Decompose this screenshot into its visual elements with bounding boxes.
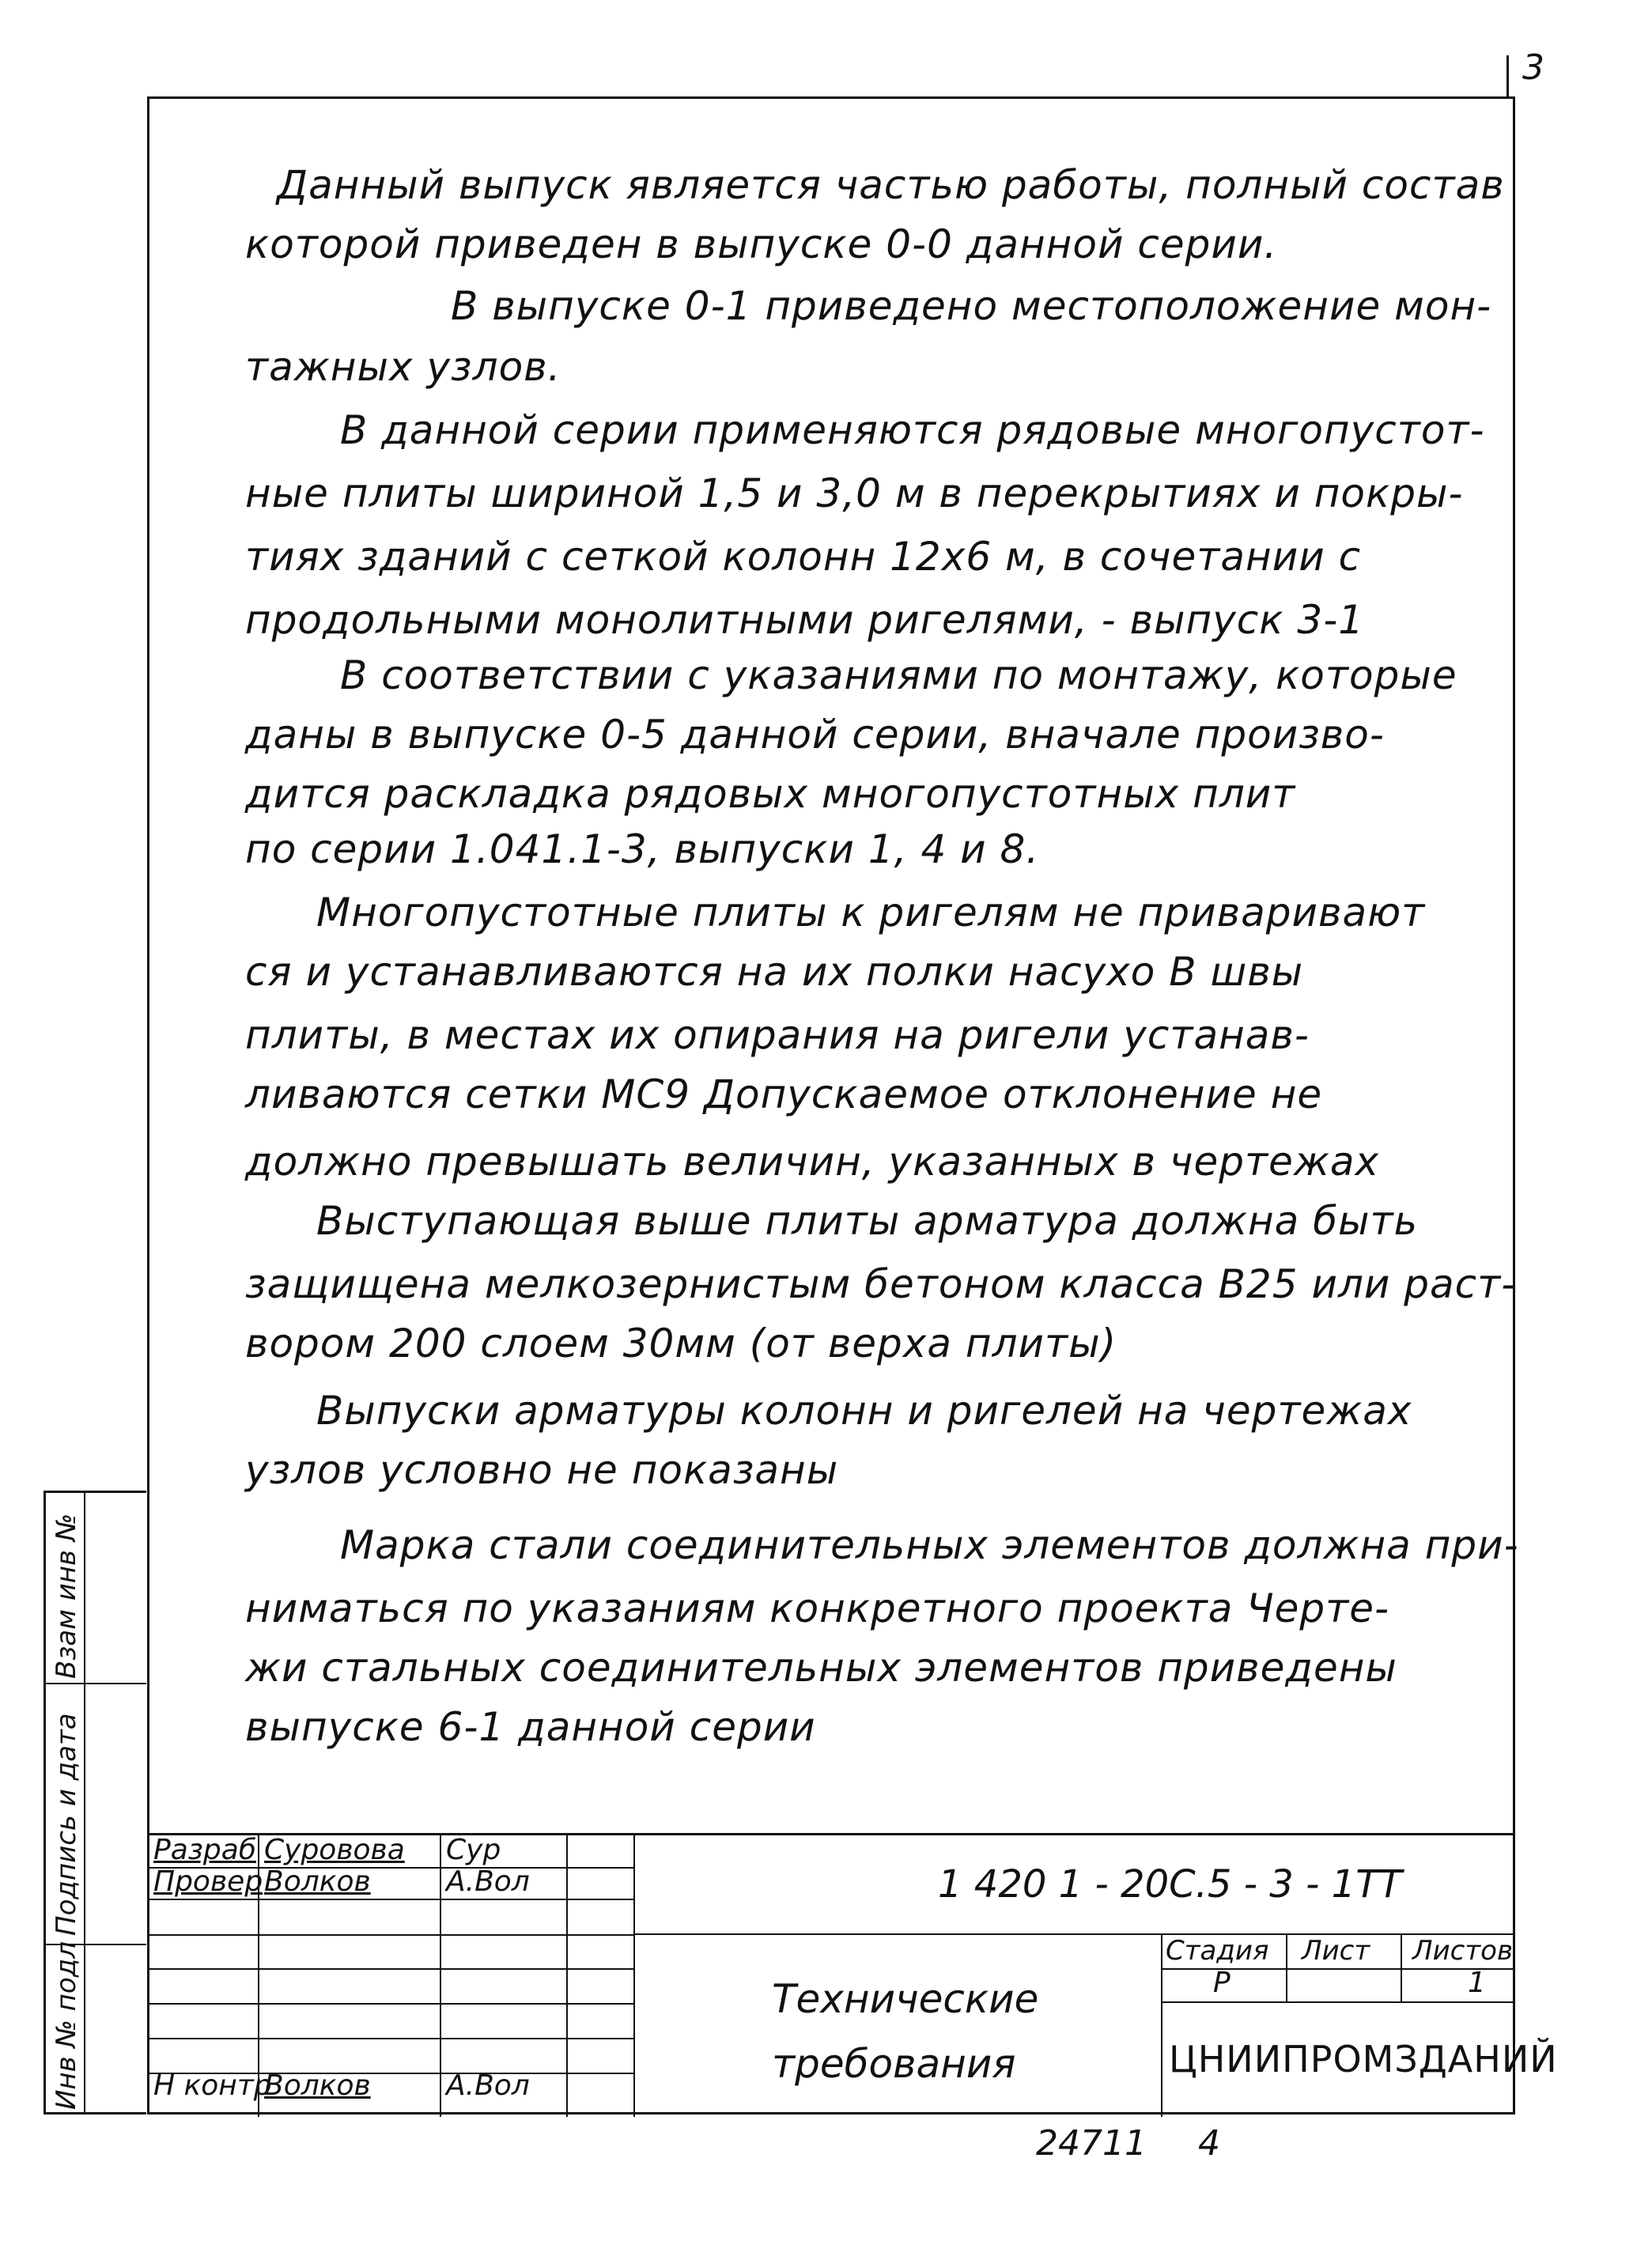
text-line: Выступающая выше плиты арматура должна быть [316,1198,1419,1244]
sheet-label: Лист [1302,1935,1370,1967]
tb-grid-line [1161,1933,1162,2117]
text-line: Выпуски арматуры колонн и ригелей на чертежах [316,1388,1412,1434]
strip-divider [84,1493,85,2112]
text-line: жи стальных соединительных элементов приведены [245,1645,1397,1691]
tb-grid-line [147,1934,633,1936]
role-checker: Провер [153,1865,263,1898]
tb-grid-line [440,1835,441,2117]
sheets-value: 1 [1468,1967,1486,1999]
tb-grid-line [566,1835,568,2117]
sheets-label: Листов [1412,1935,1514,1967]
strip-row-divider [46,1683,146,1684]
tb-grid-line [147,1899,633,1900]
tb-grid-line [1161,2001,1515,2003]
text-line: ниматься по указаниям конкретного проекта Черте- [245,1585,1389,1631]
document-code: 1 420 1 - 20С.5 - 3 - 1ТТ [938,1862,1402,1907]
text-line: плиты, в местах их опирания на ригели устанав- [245,1012,1310,1058]
tb-grid-line [147,2003,633,2005]
document-title-line-2: требования [772,2041,1016,2087]
text-line: Данный выпуск является частью работы, полный состав [277,162,1505,208]
text-line: тиях зданий с сеткой колонн 12х6 м, в сочетании с [245,534,1362,580]
signature-developer: Сур [446,1834,501,1866]
archive-number: 24711 [1036,2123,1147,2164]
tb-grid-line [633,1835,635,2117]
text-line: продольными монолитными ригелями, - выпуск 3-1 [245,597,1365,643]
title-block [147,1833,1558,2114]
text-line: защищена мелкозернистым бетоном класса В25 или раст- [245,1261,1517,1307]
text-line: ся и устанавливаются на их полки насухо В швы [245,949,1304,995]
text-line: должно превышать величин, указанных в чертежах [245,1139,1380,1185]
text-line: В выпуске 0-1 приведено местоположение мон- [451,283,1492,329]
text-line: дится раскладка рядовых многопустотных плит [245,771,1296,817]
text-line: которой приведен в выпуске 0-0 данной серии. [245,221,1278,267]
document-title-line-1: Технические [772,1976,1039,2022]
tb-grid-line [147,2038,633,2039]
organization-name: ЦНИИПРОМЗДАНИЙ [1169,2038,1558,2080]
text-line: В данной серии применяются рядовые многопустот- [340,407,1485,453]
text-line: вором 200 слоем 30мм (от верха плиты) [245,1321,1117,1366]
role-developer: Разраб [153,1834,257,1866]
signature-norm-control: А.Вол [446,2069,530,2102]
text-line: Многопустотные плиты к ригелям не приваривают [316,890,1426,935]
text-line: В соответствии с указаниями по монтажу, которые [340,652,1457,698]
strip-label-inv-orig: Инв № подл [51,1941,82,2110]
text-line: тажных узлов. [245,344,561,390]
tb-grid-line [147,1968,633,1970]
strip-label-replace-inv: Взам инв № [51,1513,82,1679]
stage-value: Р [1213,1967,1230,1999]
name-norm-control: Волков [264,2069,371,2102]
name-checker: Волков [264,1865,371,1898]
page-number: 4 [1198,2123,1220,2164]
text-line: Марка стали соединительных элементов должна при- [340,1522,1519,1568]
binding-strip [43,1491,146,2114]
text-line: узлов условно не показаны [245,1447,839,1493]
text-line: даны в выпуске 0-5 данной серии, вначале произво- [245,712,1385,758]
text-line: ные плиты шириной 1,5 и 3,0 м в перекрытиях и покры- [245,471,1464,516]
page-corner-number: 3 [1522,47,1544,88]
role-norm-control: Н контр [153,2069,272,2102]
stage-label: Стадия [1166,1935,1269,1967]
tb-grid-line [1401,1933,1402,2001]
strip-label-sign-date: Подпись и дата [51,1713,82,1936]
text-line: ливаются сетки МС9 Допускаемое отклонение не [245,1071,1323,1117]
tb-grid-line [633,1933,1515,1935]
name-developer: Суровова [264,1834,405,1866]
corner-mark [1506,55,1509,96]
signature-checker: А.Вол [446,1865,530,1898]
text-line: выпуске 6-1 данной серии [245,1704,816,1750]
text-line: по серии 1.041.1-3, выпуски 1, 4 и 8. [245,826,1040,872]
tb-grid-line [1286,1933,1287,2001]
